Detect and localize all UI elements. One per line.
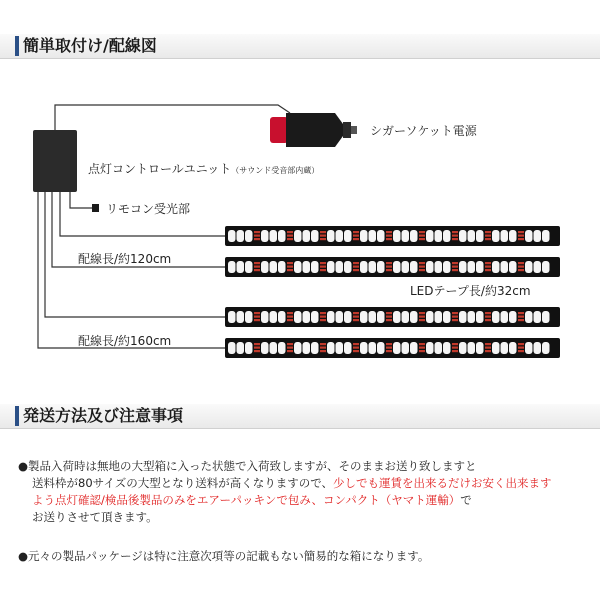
led-chip [426,230,434,242]
led-chip [476,342,484,354]
cigar-socket-label: シガーソケット電源 [370,124,477,138]
led-chip [426,311,434,323]
led-chip [228,261,236,273]
resistor [419,343,425,345]
shipping-note-2: ●元々の製品パッケージは特に注意次項等の記載もない簡易的な箱になります。 [18,549,430,563]
resistor [452,235,458,237]
resistor [287,231,293,233]
resistor [452,350,458,352]
led-chip [245,342,253,354]
remote-wire [70,192,92,208]
resistor [419,266,425,268]
resistor [518,269,524,271]
resistor [452,262,458,264]
resistor [452,319,458,321]
resistor [386,350,392,352]
resistor [518,235,524,237]
resistor [320,231,326,233]
led-chip [435,230,443,242]
resistor [386,343,392,345]
led-chip [410,230,418,242]
resistor [353,269,359,271]
resistor [287,269,293,271]
led-chip [443,230,451,242]
resistor [287,316,293,318]
resistor [386,231,392,233]
resistor [287,238,293,240]
resistor [452,266,458,268]
led-chip [294,311,302,323]
resistor [518,266,524,268]
resistor [254,343,260,345]
cigar-socket-plug [270,113,357,147]
led-chip [327,342,335,354]
led-chip [369,230,377,242]
resistor [386,312,392,314]
led-chip [344,261,352,273]
resistor [254,262,260,264]
note1-line3-tail: で [460,493,472,507]
resistor [485,235,491,237]
led-chip [278,342,286,354]
led-chip [443,261,451,273]
resistor [518,238,524,240]
led-chip [303,342,311,354]
remote-receiver-label: リモコン受光部 [106,202,191,216]
shipping-note-1 [18,458,551,526]
resistor [353,347,359,349]
remote-receiver-icon [92,204,99,212]
resistor [518,347,524,349]
led-chip [402,261,410,273]
resistor [452,343,458,345]
note1-line3 [18,492,551,509]
led-chip [311,311,319,323]
led-chip [443,342,451,354]
led-chip [542,311,550,323]
resistor [485,347,491,349]
resistor [419,238,425,240]
led-chip [261,342,269,354]
resistor [485,269,491,271]
resistor [353,350,359,352]
note1-line2 [18,475,551,492]
led-chip [336,230,344,242]
led-chip [377,342,385,354]
resistor [287,235,293,237]
resistor [386,347,392,349]
led-chip [344,230,352,242]
led-chip [261,311,269,323]
note1-line2-b: 少しでも運賃を出来るだけお安く出来ます [332,476,552,490]
resistor [287,262,293,264]
led-chip [525,230,533,242]
led-tape-3 [225,307,560,327]
led-chip [270,230,278,242]
led-chip [468,342,476,354]
led-tape-4 [225,338,560,358]
led-chip [443,311,451,323]
resistor [254,347,260,349]
resistor [485,350,491,352]
resistor [353,235,359,237]
led-chip [327,261,335,273]
led-chip [303,261,311,273]
led-chip [492,342,500,354]
led-chip [270,311,278,323]
led-chip [525,261,533,273]
resistor [320,269,326,271]
led-chip [344,342,352,354]
led-chip [534,261,542,273]
led-chip [294,230,302,242]
header-accent-bar [15,406,19,426]
led-chip [278,230,286,242]
led-chip [245,261,253,273]
led-chip [542,261,550,273]
led-chip [435,311,443,323]
resistor [320,316,326,318]
resistor [485,343,491,345]
resistor [452,347,458,349]
resistor [287,266,293,268]
led-chip [393,311,401,323]
resistor [419,269,425,271]
led-chip [459,261,467,273]
resistor [320,266,326,268]
resistor [485,262,491,264]
led-chip [534,311,542,323]
led-chip [311,261,319,273]
note1-line1: ●製品入荷時は無地の大型箱に入った状態で入荷致しますが、そのままお送り致しますと [18,459,477,473]
control-unit-name: 点灯コントロールユニット [88,162,232,176]
led-chip [377,311,385,323]
resistor [386,316,392,318]
led-chip [501,230,509,242]
resistor [419,350,425,352]
led-chip [303,230,311,242]
resistor [386,262,392,264]
led-chip [459,311,467,323]
led-chip [228,311,236,323]
led-chip [402,342,410,354]
resistor [518,350,524,352]
led-chip [369,311,377,323]
led-chip [294,342,302,354]
resistor [320,343,326,345]
resistor [419,235,425,237]
led-chip [492,230,500,242]
resistor [485,319,491,321]
resistor [419,231,425,233]
tape-length-label: LEDテープ長/約32cm [410,284,531,298]
led-chip [261,261,269,273]
power-wire [55,105,290,130]
resistor [452,312,458,314]
resistor [485,316,491,318]
led-chip [393,342,401,354]
led-chip [336,342,344,354]
led-chip [360,342,368,354]
resistor [485,312,491,314]
resistor [419,347,425,349]
resistor [353,343,359,345]
resistor [452,238,458,240]
resistor [254,231,260,233]
led-chip [377,261,385,273]
resistor [353,238,359,240]
note1-line2-a: 送料枠が80サイズの大型となり送料が高くなりますので、 [32,476,333,490]
resistor [386,269,392,271]
resistor [353,262,359,264]
led-chip [435,342,443,354]
resistor [518,316,524,318]
resistor [320,350,326,352]
led-chip [237,261,245,273]
resistor [485,266,491,268]
resistor [320,262,326,264]
led-chip [294,261,302,273]
resistor [518,343,524,345]
led-chip [459,230,467,242]
resistor [287,312,293,314]
led-chip [509,311,517,323]
resistor [287,347,293,349]
led-chip [410,342,418,354]
led-chip [360,311,368,323]
led-chip [327,311,335,323]
led-chip [435,261,443,273]
resistor [254,316,260,318]
led-chip [228,342,236,354]
resistor [419,262,425,264]
resistor [353,316,359,318]
led-chip [468,230,476,242]
led-chip [228,230,236,242]
led-chip [261,230,269,242]
resistor [320,319,326,321]
led-chip [327,230,335,242]
led-chip [237,311,245,323]
resistor [386,235,392,237]
note1-line3-red: よう点灯確認/検品後製品のみをエアーパッキンで包み、コンパクト（ヤマト運輸） [32,493,461,507]
resistor [287,319,293,321]
resistor [287,350,293,352]
led-chip [534,230,542,242]
resistor [254,350,260,352]
note1-line4: お送りさせて頂きます。 [32,510,158,524]
resistor [254,269,260,271]
led-chip [476,311,484,323]
resistor [254,238,260,240]
led-chip [525,342,533,354]
control-unit-box [33,130,77,192]
led-chip [360,261,368,273]
led-chip [492,261,500,273]
led-chip [360,230,368,242]
led-chip [509,230,517,242]
led-chip [270,261,278,273]
led-chip [336,261,344,273]
led-chip [542,230,550,242]
wire-length-120-label: 配線長/約120cm [78,252,172,266]
control-unit-note: （サウンド受音部内蔵） [231,166,320,175]
led-chip [459,342,467,354]
resistor [254,266,260,268]
resistor [287,343,293,345]
resistor [419,316,425,318]
section-title-shipping: 発送方法及び注意事項 [23,406,184,425]
led-chip [468,311,476,323]
led-chip [509,342,517,354]
resistor [386,319,392,321]
resistor [518,231,524,233]
led-chip [426,342,434,354]
led-chip [501,311,509,323]
resistor [452,231,458,233]
wire-length-160-label: 配線長/約160cm [78,334,172,348]
led-chip [278,261,286,273]
led-chip [377,230,385,242]
led-chip [369,342,377,354]
led-chip [344,311,352,323]
led-chip [410,311,418,323]
resistor [353,319,359,321]
section-header-shipping [0,404,600,429]
led-chip [311,342,319,354]
resistor [254,319,260,321]
led-chip [270,342,278,354]
resistor [518,262,524,264]
resistor [254,312,260,314]
resistor [419,312,425,314]
resistor [353,266,359,268]
led-chip [468,261,476,273]
resistor [320,238,326,240]
resistor [419,319,425,321]
led-chip [476,261,484,273]
resistor [485,231,491,233]
resistor [320,347,326,349]
led-tape-1 [225,226,560,246]
resistor [353,312,359,314]
resistor [353,231,359,233]
led-chip [501,342,509,354]
led-chip [237,342,245,354]
resistor [320,312,326,314]
led-chip [525,311,533,323]
section-title-wiring: 簡単取付け/配線図 [23,36,157,55]
led-chip [534,342,542,354]
led-chip [237,230,245,242]
resistor [254,235,260,237]
resistor [386,238,392,240]
led-chip [393,230,401,242]
resistor [452,269,458,271]
led-chip [426,261,434,273]
led-chip [410,261,418,273]
led-chip [303,311,311,323]
led-chip [492,311,500,323]
led-chip [402,311,410,323]
led-chip [509,261,517,273]
led-chip [245,230,253,242]
led-chip [336,311,344,323]
resistor [452,316,458,318]
resistor [320,235,326,237]
resistor [518,312,524,314]
led-tape-2 [225,257,560,277]
resistor [518,319,524,321]
led-chip [369,261,377,273]
resistor [386,266,392,268]
led-chip [501,261,509,273]
led-chip [542,342,550,354]
led-chip [476,230,484,242]
control-unit-label [88,160,319,177]
led-chip [311,230,319,242]
led-chip [245,311,253,323]
led-chip [393,261,401,273]
led-chip [278,311,286,323]
resistor [485,238,491,240]
led-chip [402,230,410,242]
